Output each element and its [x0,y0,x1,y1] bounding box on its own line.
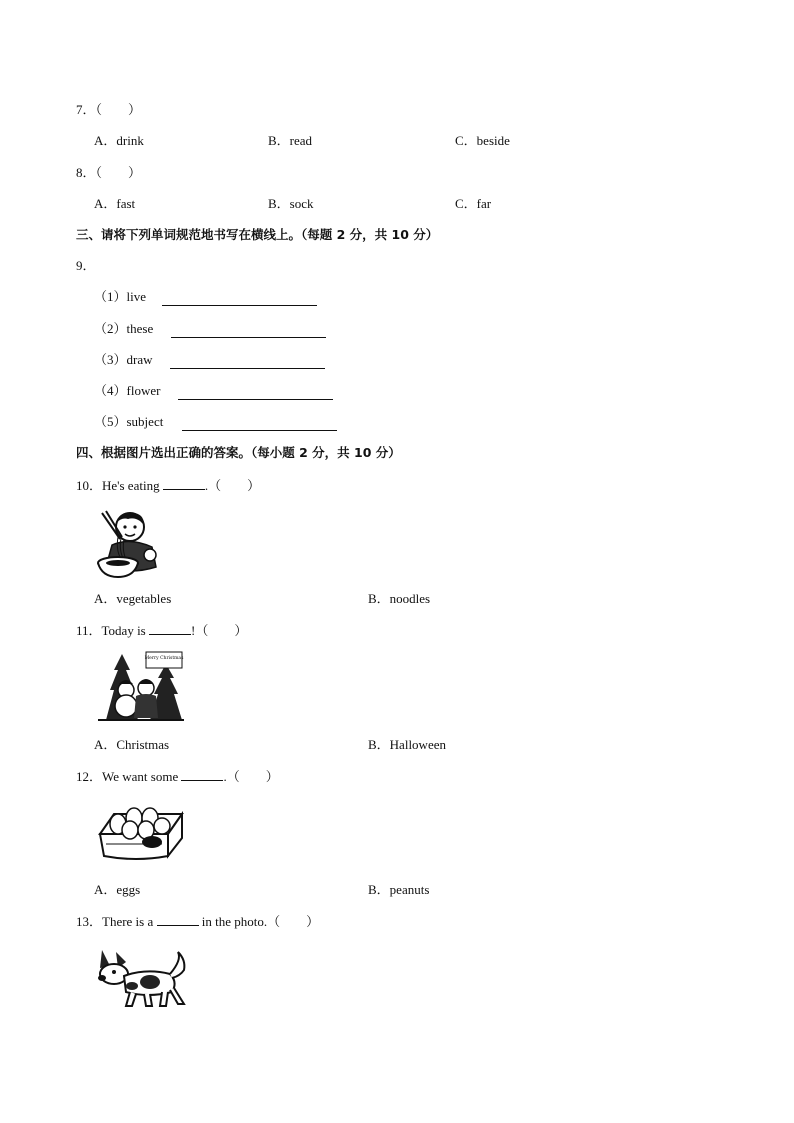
section4-title: 四、根据图片选出正确的答案。（每小题 2 分，共 10 分） [76,445,401,460]
q7-option-c: C．beside [455,133,510,148]
q12-stem-post: .（ ） [223,769,279,784]
q13-stem [76,913,319,930]
q10-option-b: B．noodles [368,591,431,606]
egg-carton-image [96,798,186,868]
q7-option-a: A．drink [94,133,144,148]
q10-stem [76,477,260,494]
q9-item-5 [94,414,163,430]
christmas-scene-image [96,650,186,722]
section3-title: 三、请将下列单词规范地书写在横线上。（每题 2 分，共 10 分） [76,227,439,242]
q11-stem [76,622,247,639]
q9-item-4 [94,383,160,399]
q8-option-c: C．far [455,196,492,211]
q9-answer-line-3[interactable] [170,356,325,369]
q10-blank [163,477,205,490]
q9-item-label: （2）these [94,321,154,336]
q9-item-label: （1）live [94,289,146,304]
q11-option-a: A．Christmas [94,737,170,752]
q12-stem-pre: 12．We want some [76,769,179,784]
q9-answer-line-2[interactable] [171,325,326,338]
q9-answer-line-1[interactable] [162,293,317,306]
q9-item-1 [94,289,146,305]
q13-stem-pre: 13．There is a [76,914,154,929]
q9-item-label: （3）draw [94,352,153,367]
q12-blank [181,768,223,781]
q9-item-label: （4）flower [94,383,161,398]
q9-item-3 [94,352,153,368]
q8-stem: 8．（ ） [76,165,142,180]
q9-answer-line-4[interactable] [178,387,333,400]
q10-stem-post: .（ ） [204,478,261,493]
q12-option-a: A．eggs [94,882,141,897]
q11-blank [149,622,191,635]
q8-option-b: B．sock [268,196,314,211]
q12-stem [76,768,279,785]
q7-option-b: B．read [268,133,313,148]
q7-stem: 7．（ ） [76,102,142,117]
q9-stem: 9． [76,258,96,273]
boy-eating-noodles-image [94,505,164,580]
q11-stem-post: !（ ） [191,623,248,638]
q10-option-a: A．vegetables [94,591,172,606]
q11-stem-pre: 11．Today is [76,623,146,638]
q9-item-label: （5）subject [94,414,164,429]
q8-option-a: A．fast [94,196,136,211]
q12-option-b: B．peanuts [368,882,430,897]
q13-blank [157,913,199,926]
christmas-sign-text: Merry Christmas [144,656,184,661]
q11-option-b: B．Halloween [368,737,446,752]
q9-answer-line-5[interactable] [182,418,337,431]
q10-stem-pre: 10．He's eating [76,478,160,493]
dog-image [96,946,188,1010]
q13-stem-post: in the photo.（ ） [201,914,320,929]
q9-item-2 [94,321,153,337]
